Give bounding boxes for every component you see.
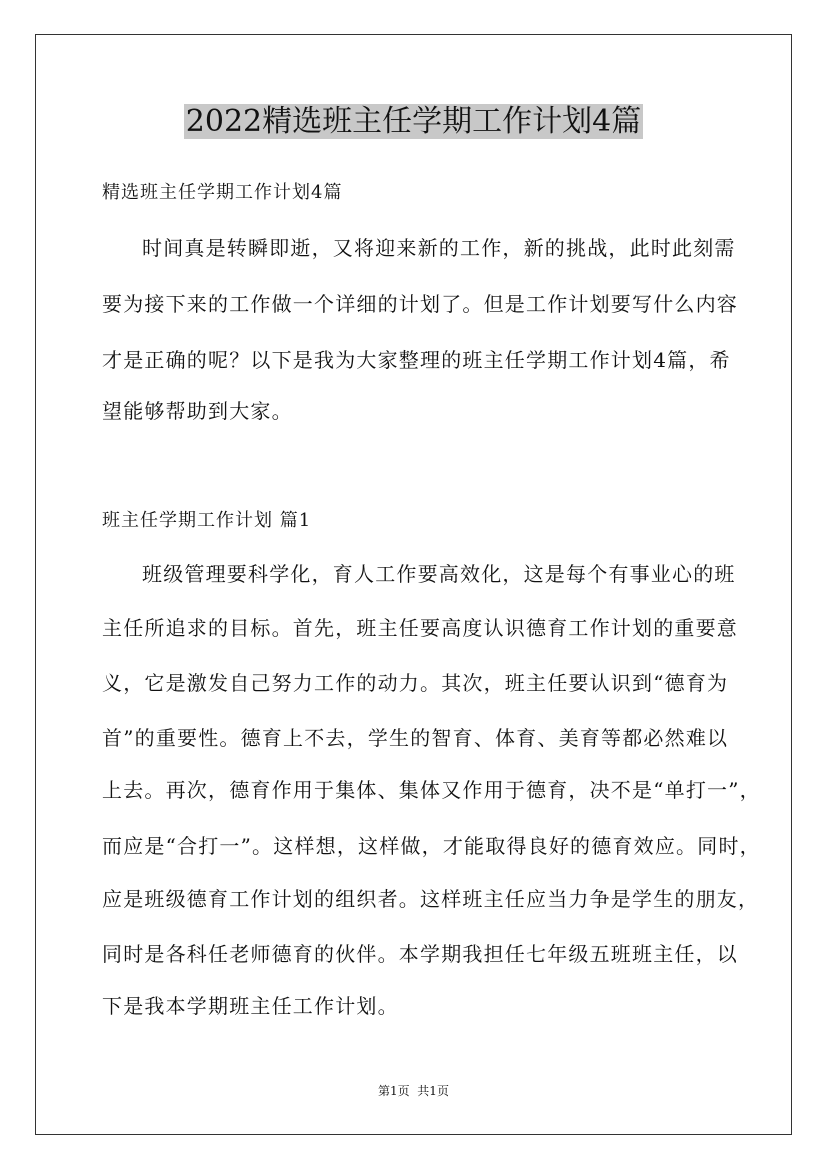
section-line: 首”的重要性。德育上不去，学生的智育、体育、美育等都必然难以 <box>102 726 729 750</box>
intro-line: 时间真是转瞬即逝，又将迎来新的工作，新的挑战，此时此刻需 <box>142 236 736 260</box>
intro-line: 望能够帮助到大家。 <box>102 399 293 423</box>
section-line: 主任所追求的目标。首先，班主任要高度认识德育工作计划的重要意 <box>102 616 738 640</box>
section-line: 下是我本学期班主任工作计划。 <box>102 994 399 1018</box>
section-heading: 班主任学期工作计划 篇1 <box>102 510 312 531</box>
section-line: 同时是各科任老师德育的伙伴。本学期我担任七年级五班班主任，以 <box>102 942 738 966</box>
document-title <box>0 98 827 146</box>
section-line: 上去。再次，德育作用于集体、集体又作用于德育，决不是“单打一”， <box>102 778 761 802</box>
page-footer: 第1页 共1页 <box>378 1084 449 1098</box>
section-line: 而应是“合打一”。这样想，这样做，才能取得良好的德育效应。同时， <box>102 834 761 858</box>
document-subtitle: 精选班主任学期工作计划4篇 <box>102 182 343 203</box>
intro-line: 要为接下来的工作做一个详细的计划了。但是工作计划要写什么内容 <box>102 292 738 316</box>
section-line: 班级管理要科学化，育人工作要高效化，这是每个有事业心的班 <box>142 562 736 586</box>
section-line: 义，它是激发自己努力工作的动力。其次，班主任要认识到“德育为 <box>102 671 729 695</box>
intro-line: 才是正确的呢？以下是我为大家整理的班主任学期工作计划4篇，希 <box>102 348 731 372</box>
document-title-text: 2022精选班主任学期工作计划4篇 <box>185 104 642 139</box>
section-line: 应是班级德育工作计划的组织者。这样班主任应当力争是学生的朋友， <box>102 887 760 911</box>
